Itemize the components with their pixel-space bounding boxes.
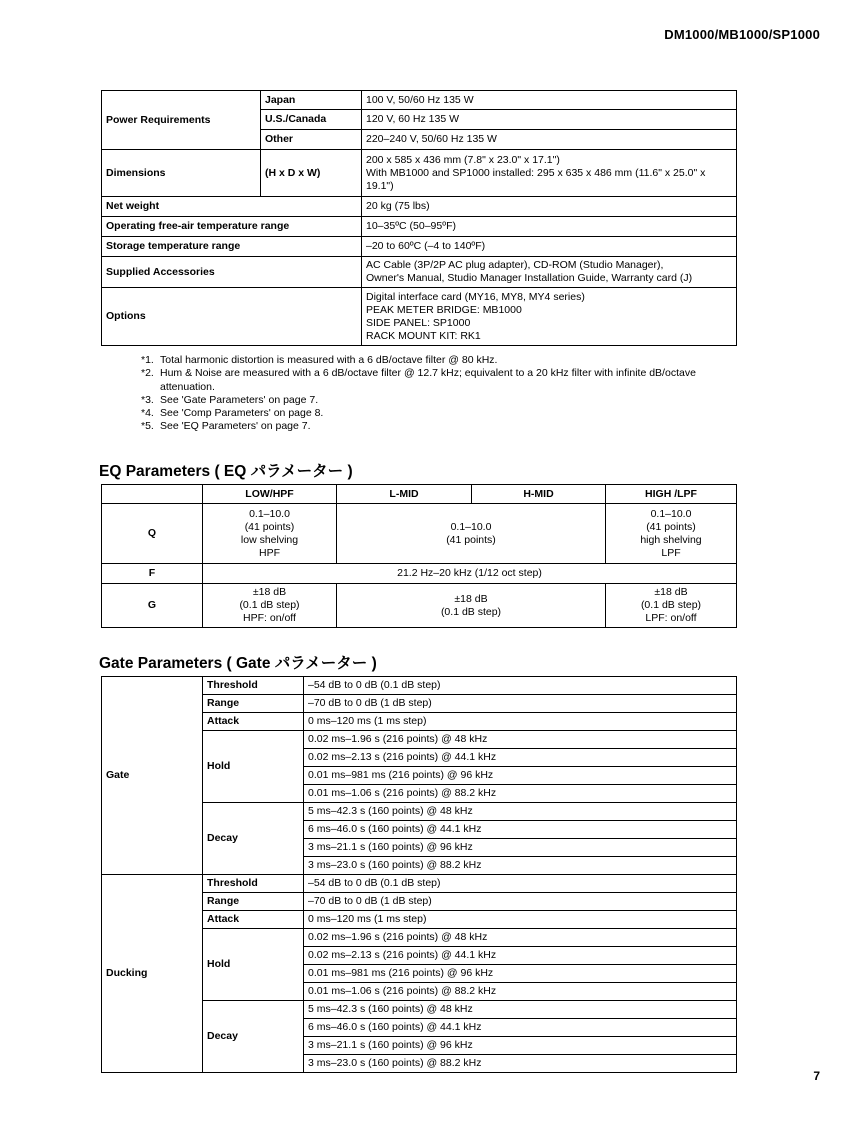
eq-cell-line: (0.1 dB step) (640, 599, 702, 611)
sttemp-value: –20 to 60ºC (–4 to 140ºF) (362, 237, 737, 257)
eq-cell-line: ±18 dB (654, 586, 688, 598)
eq-cell-line: low shelving (240, 533, 299, 546)
dimensions-sub: (H x D x W) (261, 150, 362, 197)
eq-cell-line: HPF: on/off (243, 612, 296, 624)
dimensions-line: 200 x 585 x 436 mm (7.8" x 23.0" x 17.1") (366, 153, 560, 166)
gate-param-label: Threshold (203, 677, 304, 695)
eq-q-high (606, 504, 737, 564)
gate-param-value: 0.01 ms–1.06 s (216 points) @ 88.2 kHz (304, 785, 737, 803)
eq-cell-line: (41 points) (646, 520, 696, 533)
footnote (141, 367, 741, 394)
gate-param-value: 5 ms–42.3 s (160 points) @ 48 kHz (304, 1001, 737, 1019)
eq-q-low (203, 504, 337, 564)
options-line: SIDE PANEL: SP1000 (366, 316, 471, 329)
gate-param-label: Attack (203, 713, 304, 731)
gate-param-label: Threshold (203, 875, 304, 893)
options-line: PEAK METER BRIDGE: MB1000 (366, 303, 522, 316)
gate-param-value: 0.02 ms–1.96 s (216 points) @ 48 kHz (304, 929, 737, 947)
eq-cell-line: ±18 dB (454, 592, 488, 605)
accessories-line: AC Cable (3P/2P AC plug adapter), CD-ROM (Studio Manager), (366, 259, 664, 271)
gate-param-label: Decay (203, 803, 304, 875)
eq-cell-line: 0.1–10.0 (650, 507, 692, 520)
eq-g-label: G (102, 584, 203, 628)
gate-param-value: 0.01 ms–1.06 s (216 points) @ 88.2 kHz (304, 983, 737, 1001)
power-label: Power Requirements (102, 91, 261, 150)
eq-cell-line: (0.1 dB step) (239, 599, 300, 611)
options-label: Options (102, 288, 362, 346)
eq-col-header: HIGH /LPF (606, 485, 737, 504)
dimensions-label: Dimensions (102, 150, 261, 197)
gate-param-value: 3 ms–23.0 s (160 points) @ 88.2 kHz (304, 1055, 737, 1073)
dimensions-line: With MB1000 and SP1000 installed: 295 x 635 x 486 mm (11.6" x 25.0" x 19.1") (366, 166, 706, 192)
eq-col-header: L-MID (337, 485, 472, 504)
gate-param-value: 6 ms–46.0 s (160 points) @ 44.1 kHz (304, 821, 737, 839)
eq-cell-line: ±18 dB (252, 586, 287, 598)
eq-cell-line: (41 points) (244, 520, 295, 533)
footnote-mark: *4. (141, 407, 154, 420)
eq-col-header: LOW/HPF (203, 485, 337, 504)
eq-q-label: Q (102, 504, 203, 564)
power-region: Japan (261, 91, 362, 110)
eq-table (101, 484, 737, 628)
gate-param-label: Attack (203, 911, 304, 929)
sttemp-label: Storage temperature range (102, 237, 362, 257)
accessories-line: Owner's Manual, Studio Manager Installation Guide, Warranty card (J) (366, 272, 693, 284)
footnote-mark: *5. (141, 420, 154, 433)
footnote-text: Hum & Noise are measured with a 6 dB/octave filter @ 12.7 kHz; equivalent to a 20 kHz filter with infinite dB/octave attenuation. (160, 367, 696, 393)
gate-heading: Gate Parameters ( Gate パラメーター ) (99, 655, 377, 672)
gate-table (101, 676, 737, 1073)
gate-param-value: –70 dB to 0 dB (1 dB step) (304, 695, 737, 713)
gate-section-label: Gate (102, 677, 203, 875)
gate-param-value: 3 ms–23.0 s (160 points) @ 88.2 kHz (304, 857, 737, 875)
page-number: 7 (813, 1069, 820, 1083)
eq-g-low (203, 584, 337, 628)
eq-g-mid (337, 584, 606, 628)
gate-param-value: 6 ms–46.0 s (160 points) @ 44.1 kHz (304, 1019, 737, 1037)
footnote-mark: *2. (141, 367, 154, 380)
header-model: DM1000/MB1000/SP1000 (664, 27, 820, 42)
gate-param-label: Range (203, 695, 304, 713)
gate-param-value: 0.02 ms–2.13 s (216 points) @ 44.1 kHz (304, 749, 737, 767)
eq-f-value: 21.2 Hz–20 kHz (1/12 oct step) (203, 564, 737, 584)
eq-cell-line: HPF (259, 546, 280, 559)
footnote-text: Total harmonic distortion is measured with a 6 dB/octave filter @ 80 kHz. (160, 354, 498, 366)
eq-cell-line: high shelving (640, 533, 702, 546)
footnote-mark: *1. (141, 354, 154, 366)
eq-corner (102, 485, 203, 504)
gate-param-label: Range (203, 893, 304, 911)
gate-param-value: 0.02 ms–2.13 s (216 points) @ 44.1 kHz (304, 947, 737, 965)
gate-section-label: Ducking (102, 875, 203, 1073)
gate-param-value: 0.01 ms–981 ms (216 points) @ 96 kHz (304, 767, 737, 785)
power-value: 220–240 V, 50/60 Hz 135 W (362, 130, 737, 150)
options-line: Digital interface card (MY16, MY8, MY4 series) (366, 290, 585, 303)
power-region: U.S./Canada (261, 110, 362, 130)
footnote-mark: *3. (141, 393, 154, 406)
eq-cell-line: 0.1–10.0 (249, 507, 290, 520)
spec-table (101, 90, 737, 346)
gate-param-value: 5 ms–42.3 s (160 points) @ 48 kHz (304, 803, 737, 821)
eq-cell-line: LPF (661, 546, 681, 559)
eq-cell-line: 0.1–10.0 (450, 520, 492, 533)
gate-param-value: –54 dB to 0 dB (0.1 dB step) (304, 677, 737, 695)
accessories-value (362, 257, 737, 288)
footnote-text: See 'Gate Parameters' on page 7. (160, 393, 319, 406)
power-region: Other (261, 130, 362, 150)
eq-cell-line: (41 points) (446, 533, 496, 546)
eq-heading: EQ Parameters ( EQ パラメーター ) (99, 463, 353, 480)
weight-value: 20 kg (75 lbs) (362, 197, 737, 217)
gate-param-value: 3 ms–21.1 s (160 points) @ 96 kHz (304, 839, 737, 857)
footnote-text: See 'EQ Parameters' on page 7. (160, 420, 311, 433)
eq-cell-line: LPF: on/off (645, 612, 697, 624)
power-value: 120 V, 60 Hz 135 W (362, 110, 737, 130)
gate-param-label: Hold (203, 929, 304, 1001)
options-value (362, 288, 737, 346)
eq-cell-line: (0.1 dB step) (440, 605, 502, 618)
accessories-label: Supplied Accessories (102, 257, 362, 288)
eq-f-label: F (102, 564, 203, 584)
optemp-value: 10–35ºC (50–95ºF) (362, 217, 737, 237)
optemp-label: Operating free-air temperature range (102, 217, 362, 237)
gate-param-value: 3 ms–21.1 s (160 points) @ 96 kHz (304, 1037, 737, 1055)
footnote (141, 354, 741, 367)
footnote-text: See 'Comp Parameters' on page 8. (160, 407, 324, 420)
footnote (141, 420, 741, 433)
eq-col-header: H-MID (472, 485, 606, 504)
gate-param-value: 0 ms–120 ms (1 ms step) (304, 911, 737, 929)
gate-param-value: 0 ms–120 ms (1 ms step) (304, 713, 737, 731)
power-value: 100 V, 50/60 Hz 135 W (362, 91, 737, 110)
dimensions-value (362, 150, 737, 197)
gate-param-label: Decay (203, 1001, 304, 1073)
gate-param-label: Hold (203, 731, 304, 803)
footnotes (141, 354, 741, 434)
eq-q-mid (337, 504, 606, 564)
gate-param-value: –54 dB to 0 dB (0.1 dB step) (304, 875, 737, 893)
gate-param-value: 0.01 ms–981 ms (216 points) @ 96 kHz (304, 965, 737, 983)
footnote (141, 407, 741, 420)
gate-param-value: 0.02 ms–1.96 s (216 points) @ 48 kHz (304, 731, 737, 749)
footnote (141, 394, 741, 407)
eq-g-high (606, 584, 737, 628)
gate-param-value: –70 dB to 0 dB (1 dB step) (304, 893, 737, 911)
options-line: RACK MOUNT KIT: RK1 (366, 329, 481, 342)
weight-label: Net weight (102, 197, 362, 217)
